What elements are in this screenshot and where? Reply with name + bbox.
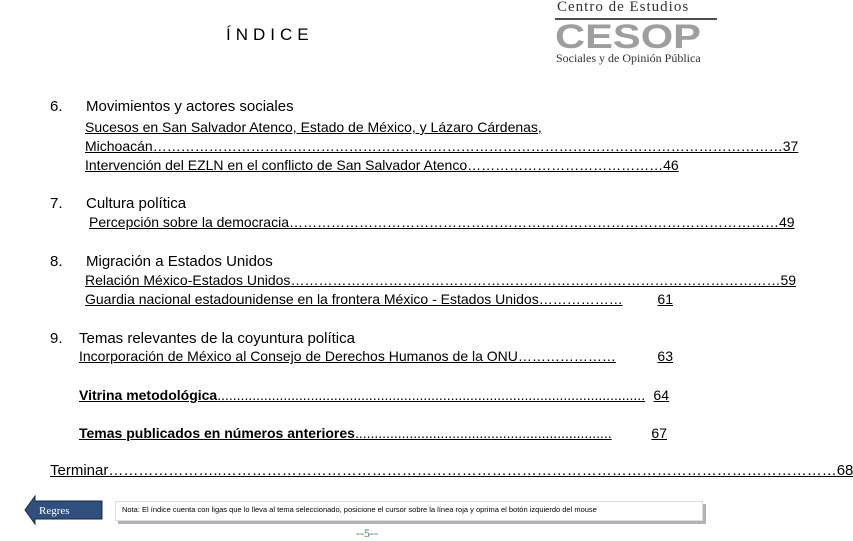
toc-link-text: Michoacán xyxy=(85,138,153,154)
toc-link[interactable] xyxy=(85,272,797,288)
page-number: --5-- xyxy=(356,526,378,540)
toc-page-number: 59 xyxy=(780,272,797,288)
toc-link-previous-issues[interactable] xyxy=(79,425,667,441)
toc-page-number: 61 xyxy=(657,291,673,307)
instruction-note xyxy=(115,501,703,521)
toc-link-text: Guardia nacional estadounidense en la frontera México - Estados Unidos xyxy=(85,291,539,307)
toc-page-number: 46 xyxy=(663,157,679,173)
toc-leader-dots: ………………… xyxy=(517,348,616,364)
toc-leader-dots: .............................................................................................................. xyxy=(217,387,646,403)
back-button[interactable] xyxy=(24,492,104,528)
section-number: 9. xyxy=(50,330,63,347)
toc-leader-dots: …………………………………………………………………………………………… xyxy=(289,214,779,230)
toc-link-text: Vitrina metodológica xyxy=(79,387,218,403)
toc-link-text: Percepción sobre la democracia xyxy=(89,214,289,230)
toc-link[interactable] xyxy=(89,214,795,230)
section-heading: Temas relevantes de la coyuntura política xyxy=(79,330,355,347)
toc-link[interactable] xyxy=(85,138,799,154)
toc-page-number: 49 xyxy=(779,214,795,230)
toc-page-number: 68 xyxy=(836,462,853,479)
section-number: 7. xyxy=(50,195,63,212)
logo-line-2: Sociales y de Opinión Pública xyxy=(556,51,701,65)
toc-leader-dots: …………………..…………………………………………………………………………………………………………… xyxy=(108,462,837,479)
toc-page-number: 63 xyxy=(657,348,673,364)
toc-leader-dots: …………………………………… xyxy=(467,157,664,173)
toc-leader-dots: ……………………………………………………………………………………………………………………… xyxy=(152,138,783,154)
section-heading: Movimientos y actores sociales xyxy=(86,98,294,115)
logo-line-1: Centro de Estudios xyxy=(557,0,690,15)
toc-page-number: 67 xyxy=(651,425,667,441)
section-number: 6. xyxy=(50,98,63,115)
section-heading: Cultura política xyxy=(86,195,187,212)
toc-link-text: Intervención del EZLN en el conflicto de San Salvador Atenco xyxy=(85,157,468,173)
toc-leader-dots: .................................................................. xyxy=(354,425,612,441)
back-button-label: Regres xyxy=(39,505,70,517)
toc-page-number: 37 xyxy=(782,138,799,154)
toc-link-text: Relación México-Estados Unidos xyxy=(85,272,291,288)
page-title: ÍNDICE xyxy=(226,25,314,44)
toc-page-number: 64 xyxy=(653,387,669,403)
toc-leader-dots: …………………………………………………………………………………………… xyxy=(290,272,781,288)
toc-link[interactable] xyxy=(85,291,673,307)
toc-link-line[interactable]: Sucesos en San Salvador Atenco, Estado de México, y Lázaro Cárdenas, xyxy=(85,119,542,135)
terminar-text: Terminar xyxy=(50,462,109,479)
section-heading: Migración a Estados Unidos xyxy=(86,253,273,270)
toc-link-methodology[interactable] xyxy=(79,387,669,403)
toc-link[interactable] xyxy=(85,157,679,173)
toc-link-text: Temas publicados en números anteriores xyxy=(79,425,355,441)
cesop-logo-mark xyxy=(553,18,703,56)
note-text: Nota: El índice cuenta con ligas que lo lleva al tema seleccionado, posicione el cursor sobre la línea roja y oprima el botón izquierdo del mouse xyxy=(122,505,597,514)
toc-link-text: Incorporación de México al Consejo de Derechos Humanos de la ONU xyxy=(79,348,518,364)
terminar-link[interactable] xyxy=(50,462,853,479)
toc-link[interactable] xyxy=(79,348,673,364)
svg-text:CESOP: CESOP xyxy=(555,18,701,56)
toc-leader-dots: ……………… xyxy=(538,291,623,307)
cesop-logo xyxy=(553,0,720,70)
section-number: 8. xyxy=(50,253,63,270)
